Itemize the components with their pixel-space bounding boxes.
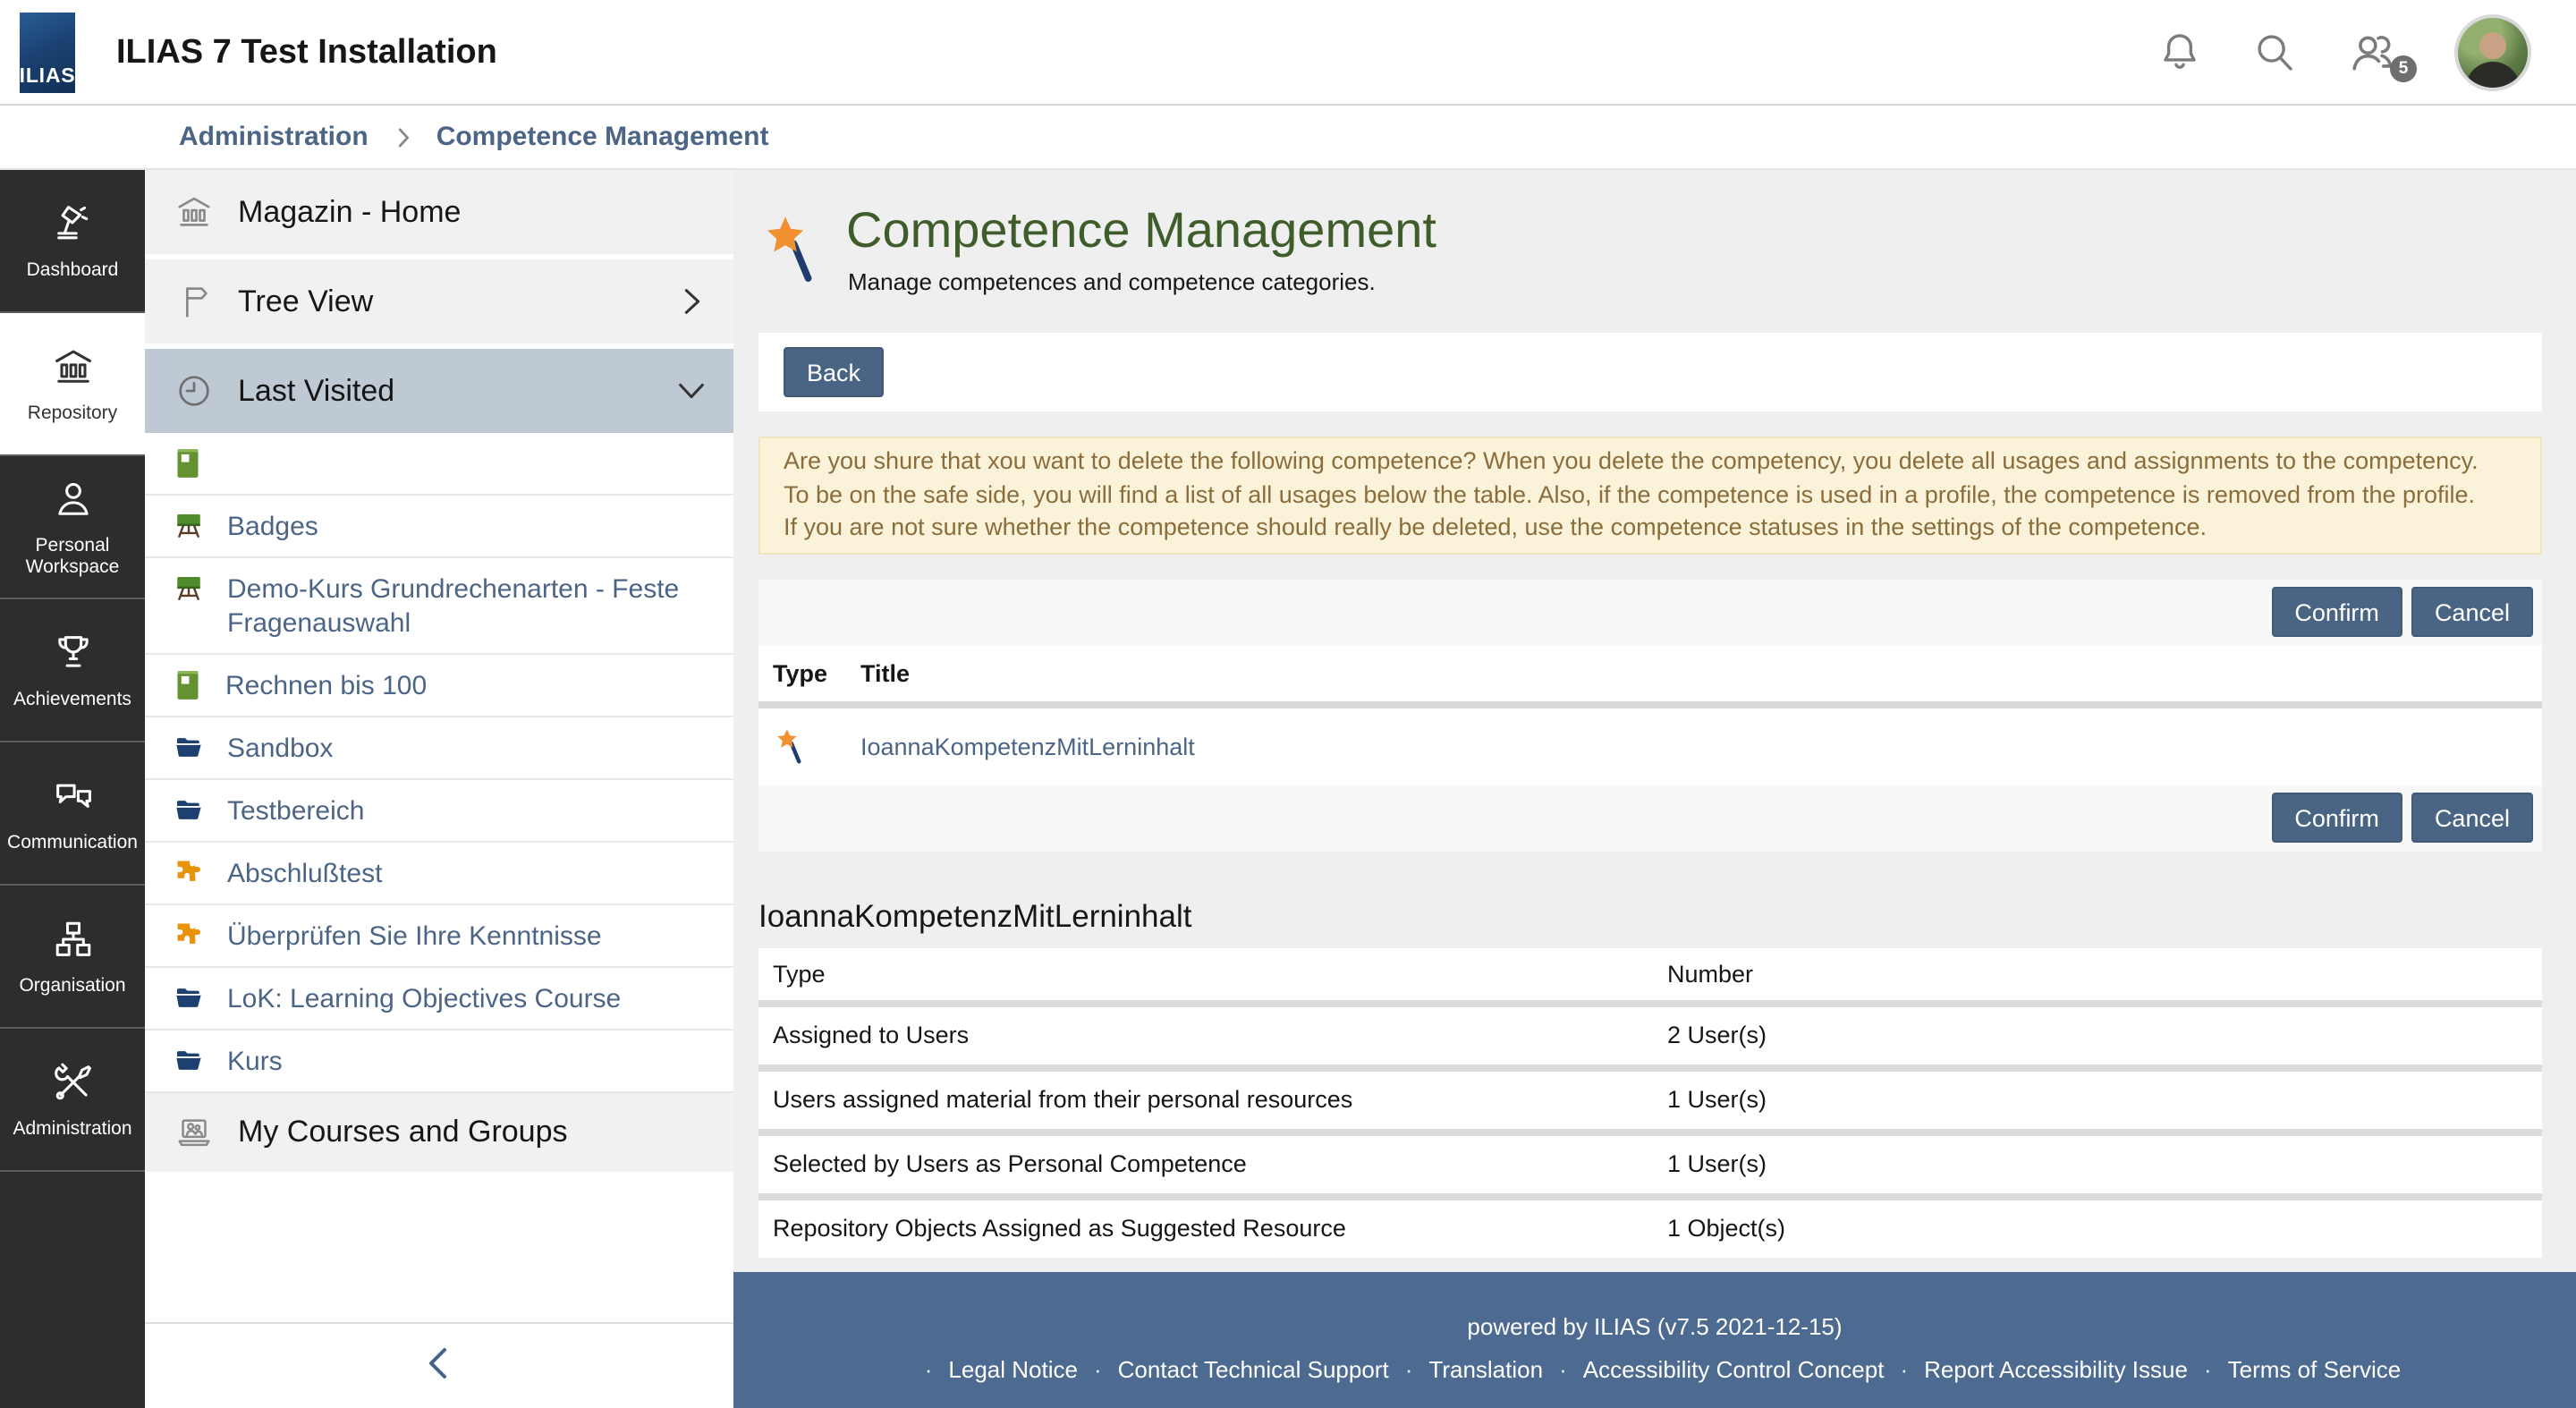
breadcrumb xyxy=(0,106,2576,170)
warning-line: Are you shure that xou want to delete the following competence? When you delete the competency, you delete all usages and assignments to the competency. xyxy=(784,447,2479,474)
breadcrumb-current: Competence Management xyxy=(436,122,769,152)
breadcrumb-chevron-icon xyxy=(390,124,415,149)
orgchart-icon xyxy=(49,916,96,963)
panel-item-last-visited[interactable] xyxy=(145,349,733,433)
footer-link-separator: · xyxy=(1093,1356,1102,1383)
last-visited-item-link[interactable]: Rechnen bis 100 xyxy=(225,671,428,701)
cancel-button[interactable]: Cancel xyxy=(2411,587,2533,637)
confirmation-buttons-bottom xyxy=(758,785,2542,851)
last-visited-item-link[interactable]: Abschlußtest xyxy=(227,859,383,889)
last-visited-item-abschlusstest[interactable] xyxy=(145,843,733,905)
secondary-panel xyxy=(145,170,733,1408)
test-icon xyxy=(174,920,204,950)
contacts-icon[interactable] xyxy=(2345,27,2409,79)
footer-link-translation[interactable]: Translation xyxy=(1428,1356,1544,1383)
sidebar-item-personal-workspace[interactable] xyxy=(0,456,145,599)
panel-item-label: My Courses and Groups xyxy=(238,1115,568,1149)
clock-icon xyxy=(174,370,215,411)
folder-icon xyxy=(174,1045,204,1075)
trophy-icon xyxy=(49,630,96,676)
confirm-button[interactable]: Confirm xyxy=(2271,793,2402,843)
repository-home-icon xyxy=(174,191,215,233)
usage-number-cell: 1 Object(s) xyxy=(1667,1215,1786,1242)
competence-wand-icon xyxy=(758,204,823,295)
folder-icon xyxy=(174,732,204,762)
last-visited-item-badges[interactable] xyxy=(145,496,733,558)
page-title: Competence Management xyxy=(846,202,1436,258)
competence-row xyxy=(758,708,2542,785)
footer-link-separator: · xyxy=(1559,1356,1567,1383)
sidebar-item-label: Personal Workspace xyxy=(25,535,120,578)
warning-line: To be on the safe side, you will find a list of all usages below the table. Also, if the competence is used in a profile, the competence is removed from the profile. xyxy=(784,480,2476,507)
lm-icon xyxy=(174,447,202,479)
competence-type-wand-icon xyxy=(773,727,860,765)
usage-type-cell: Assigned to Users xyxy=(773,1022,970,1048)
delete-warning-message xyxy=(758,437,2542,554)
user-avatar[interactable] xyxy=(2454,14,2531,91)
chevron-down-icon xyxy=(674,374,708,408)
sidebar-item-communication[interactable] xyxy=(0,742,145,886)
installation-title: ILIAS 7 Test Installation xyxy=(116,33,497,71)
person-icon xyxy=(49,476,96,522)
warning-line: If you are not sure whether the competence should really be deleted, use the competence statuses in the settings of the competence. xyxy=(784,513,2207,540)
last-visited-item-demo-kurs-grundrechenarten-feste-fragenauswahl[interactable] xyxy=(145,558,733,655)
sidebar-item-repository[interactable] xyxy=(0,313,145,456)
last-visited-item-lok-learning-objectives-course[interactable] xyxy=(145,968,733,1031)
footer-link-accessibility-control-concept[interactable]: Accessibility Control Concept xyxy=(1582,1356,1885,1383)
last-visited-item-link[interactable]: Demo-Kurs Grundrechenarten - Feste Fragenauswahl xyxy=(227,574,680,639)
page-header xyxy=(733,170,2576,295)
last-visited-item-link[interactable]: Überprüfen Sie Ihre Kenntnisse xyxy=(227,921,602,952)
toolbar xyxy=(758,333,2542,411)
usage-table-row xyxy=(758,1071,2542,1128)
confirmation-buttons-top xyxy=(758,579,2542,645)
sidebar-item-organisation[interactable] xyxy=(0,886,145,1029)
ilias-logo[interactable] xyxy=(20,13,75,93)
panel-divider xyxy=(145,1322,733,1324)
table-divider xyxy=(758,700,2542,708)
footer-link-separator: · xyxy=(1900,1356,1909,1383)
last-visited-item-link[interactable]: Badges xyxy=(227,512,318,542)
panel-item-tree-view[interactable] xyxy=(145,259,733,344)
last-visited-item-sandbox[interactable] xyxy=(145,717,733,780)
sidebar-item-label: Achievements xyxy=(13,689,131,710)
top-bar xyxy=(0,0,2576,106)
confirm-button[interactable]: Confirm xyxy=(2271,587,2402,637)
lm-icon xyxy=(174,669,202,701)
notification-bell-icon[interactable] xyxy=(2156,29,2204,77)
column-type: Type xyxy=(773,960,826,987)
page-header-text xyxy=(846,200,1436,295)
confirmation-table-header xyxy=(758,645,2542,700)
usage-type-cell: Users assigned material from their personal resources xyxy=(773,1086,1353,1113)
bank-icon xyxy=(49,344,96,390)
footer-link-separator: · xyxy=(1404,1356,1413,1383)
footer-link-report-accessibility-issue[interactable]: Report Accessibility Issue xyxy=(1924,1356,2188,1383)
usage-table-row xyxy=(758,1200,2542,1257)
last-visited-item-kurs[interactable] xyxy=(145,1031,733,1093)
sidebar-item-label: Communication xyxy=(7,832,138,853)
sidebar-item-label: Dashboard xyxy=(26,259,119,281)
last-visited-list xyxy=(145,433,733,1093)
folder-icon xyxy=(174,794,204,825)
test-icon xyxy=(174,857,204,887)
tree-view-signpost-icon xyxy=(174,281,215,322)
footer-link-separator: · xyxy=(2203,1356,2212,1383)
cancel-button[interactable]: Cancel xyxy=(2411,793,2533,843)
usage-type-cell: Selected by Users as Personal Competence xyxy=(773,1150,1247,1177)
competence-title-link[interactable]: IoannaKompetenzMitLerninhalt xyxy=(860,733,1195,759)
usage-section-heading: IoannaKompetenzMitLerninhalt xyxy=(758,897,1192,933)
ilias-logo-text: ILIAS xyxy=(19,66,76,88)
footer-link-separator: · xyxy=(924,1356,933,1383)
panel-item-my-courses-and-groups[interactable] xyxy=(145,1093,733,1172)
sidebar-item-dashboard[interactable] xyxy=(0,170,145,313)
contacts-count-badge: 5 xyxy=(2390,55,2417,82)
chevron-right-icon xyxy=(674,284,708,318)
last-visited-item-rechnen-bis-100[interactable] xyxy=(145,655,733,717)
chat-icon xyxy=(49,773,96,819)
row-divider xyxy=(758,999,2542,1006)
footer-links xyxy=(733,1356,2576,1383)
page-footer xyxy=(733,1272,2576,1408)
folder-icon xyxy=(174,982,204,1013)
usage-type-cell: Repository Objects Assigned as Suggested Resource xyxy=(773,1215,1346,1242)
usage-number-cell: 2 User(s) xyxy=(1667,1022,1767,1048)
back-button[interactable]: Back xyxy=(784,347,884,397)
main-menu-rail xyxy=(0,170,145,1408)
page-subtitle: Manage competences and competence categories. xyxy=(848,268,1376,295)
usage-number-cell: 1 User(s) xyxy=(1667,1086,1767,1113)
sidebar-item-achievements[interactable] xyxy=(0,599,145,742)
column-number: Number xyxy=(1667,960,1754,987)
panel-item-label: Magazin - Home xyxy=(238,194,462,228)
sidebar-item-administration[interactable] xyxy=(0,1029,145,1172)
last-visited-item-link[interactable]: Testbereich xyxy=(227,796,365,827)
usage-number-cell: 1 User(s) xyxy=(1667,1150,1767,1177)
last-visited-item-link[interactable]: LoK: Learning Objectives Course xyxy=(227,984,622,1014)
lamp-icon xyxy=(49,200,96,247)
last-visited-item-testbereich[interactable] xyxy=(145,780,733,843)
course-icon xyxy=(174,573,204,603)
top-icons xyxy=(2156,0,2576,106)
main-content xyxy=(733,170,2576,1272)
sidebar-item-label: Administration xyxy=(13,1118,132,1140)
last-visited-item-lm[interactable] xyxy=(145,433,733,496)
last-visited-item-uberprufen-sie-ihre-kenntnisse[interactable] xyxy=(145,905,733,968)
usage-table-row xyxy=(758,1135,2542,1192)
usage-table-row xyxy=(758,1006,2542,1064)
usage-table xyxy=(758,947,2542,1257)
panel-item-label: Tree View xyxy=(238,284,374,318)
column-type: Type xyxy=(773,659,828,686)
usage-table-body xyxy=(758,999,2542,1257)
row-divider xyxy=(758,1192,2542,1200)
search-icon[interactable] xyxy=(2250,29,2299,77)
my-courses-icon xyxy=(174,1112,215,1153)
last-visited-item-link[interactable]: Sandbox xyxy=(227,734,334,764)
powered-by-text: powered by ILIAS (v7.5 2021-12-15) xyxy=(1467,1313,1843,1340)
course-icon xyxy=(174,510,204,540)
row-divider xyxy=(758,1064,2542,1071)
row-divider xyxy=(758,1128,2542,1135)
sidebar-item-label: Repository xyxy=(27,403,118,424)
last-visited-item-link[interactable]: Kurs xyxy=(227,1047,283,1077)
usage-table-header xyxy=(758,947,2542,999)
footer-link-legal-notice[interactable]: Legal Notice xyxy=(948,1356,1078,1383)
collapse-panel-chevron-left-icon[interactable] xyxy=(145,1329,733,1397)
panel-item-magazin-home[interactable] xyxy=(145,170,733,254)
sidebar-item-label: Organisation xyxy=(19,975,126,997)
breadcrumb-administration[interactable]: Administration xyxy=(179,122,369,152)
column-title: Title xyxy=(860,659,911,686)
panel-item-label: Last Visited xyxy=(238,373,395,407)
tools-icon xyxy=(49,1059,96,1106)
footer-link-contact-technical-support[interactable]: Contact Technical Support xyxy=(1117,1356,1389,1383)
footer-link-terms-of-service[interactable]: Terms of Service xyxy=(2227,1356,2402,1383)
